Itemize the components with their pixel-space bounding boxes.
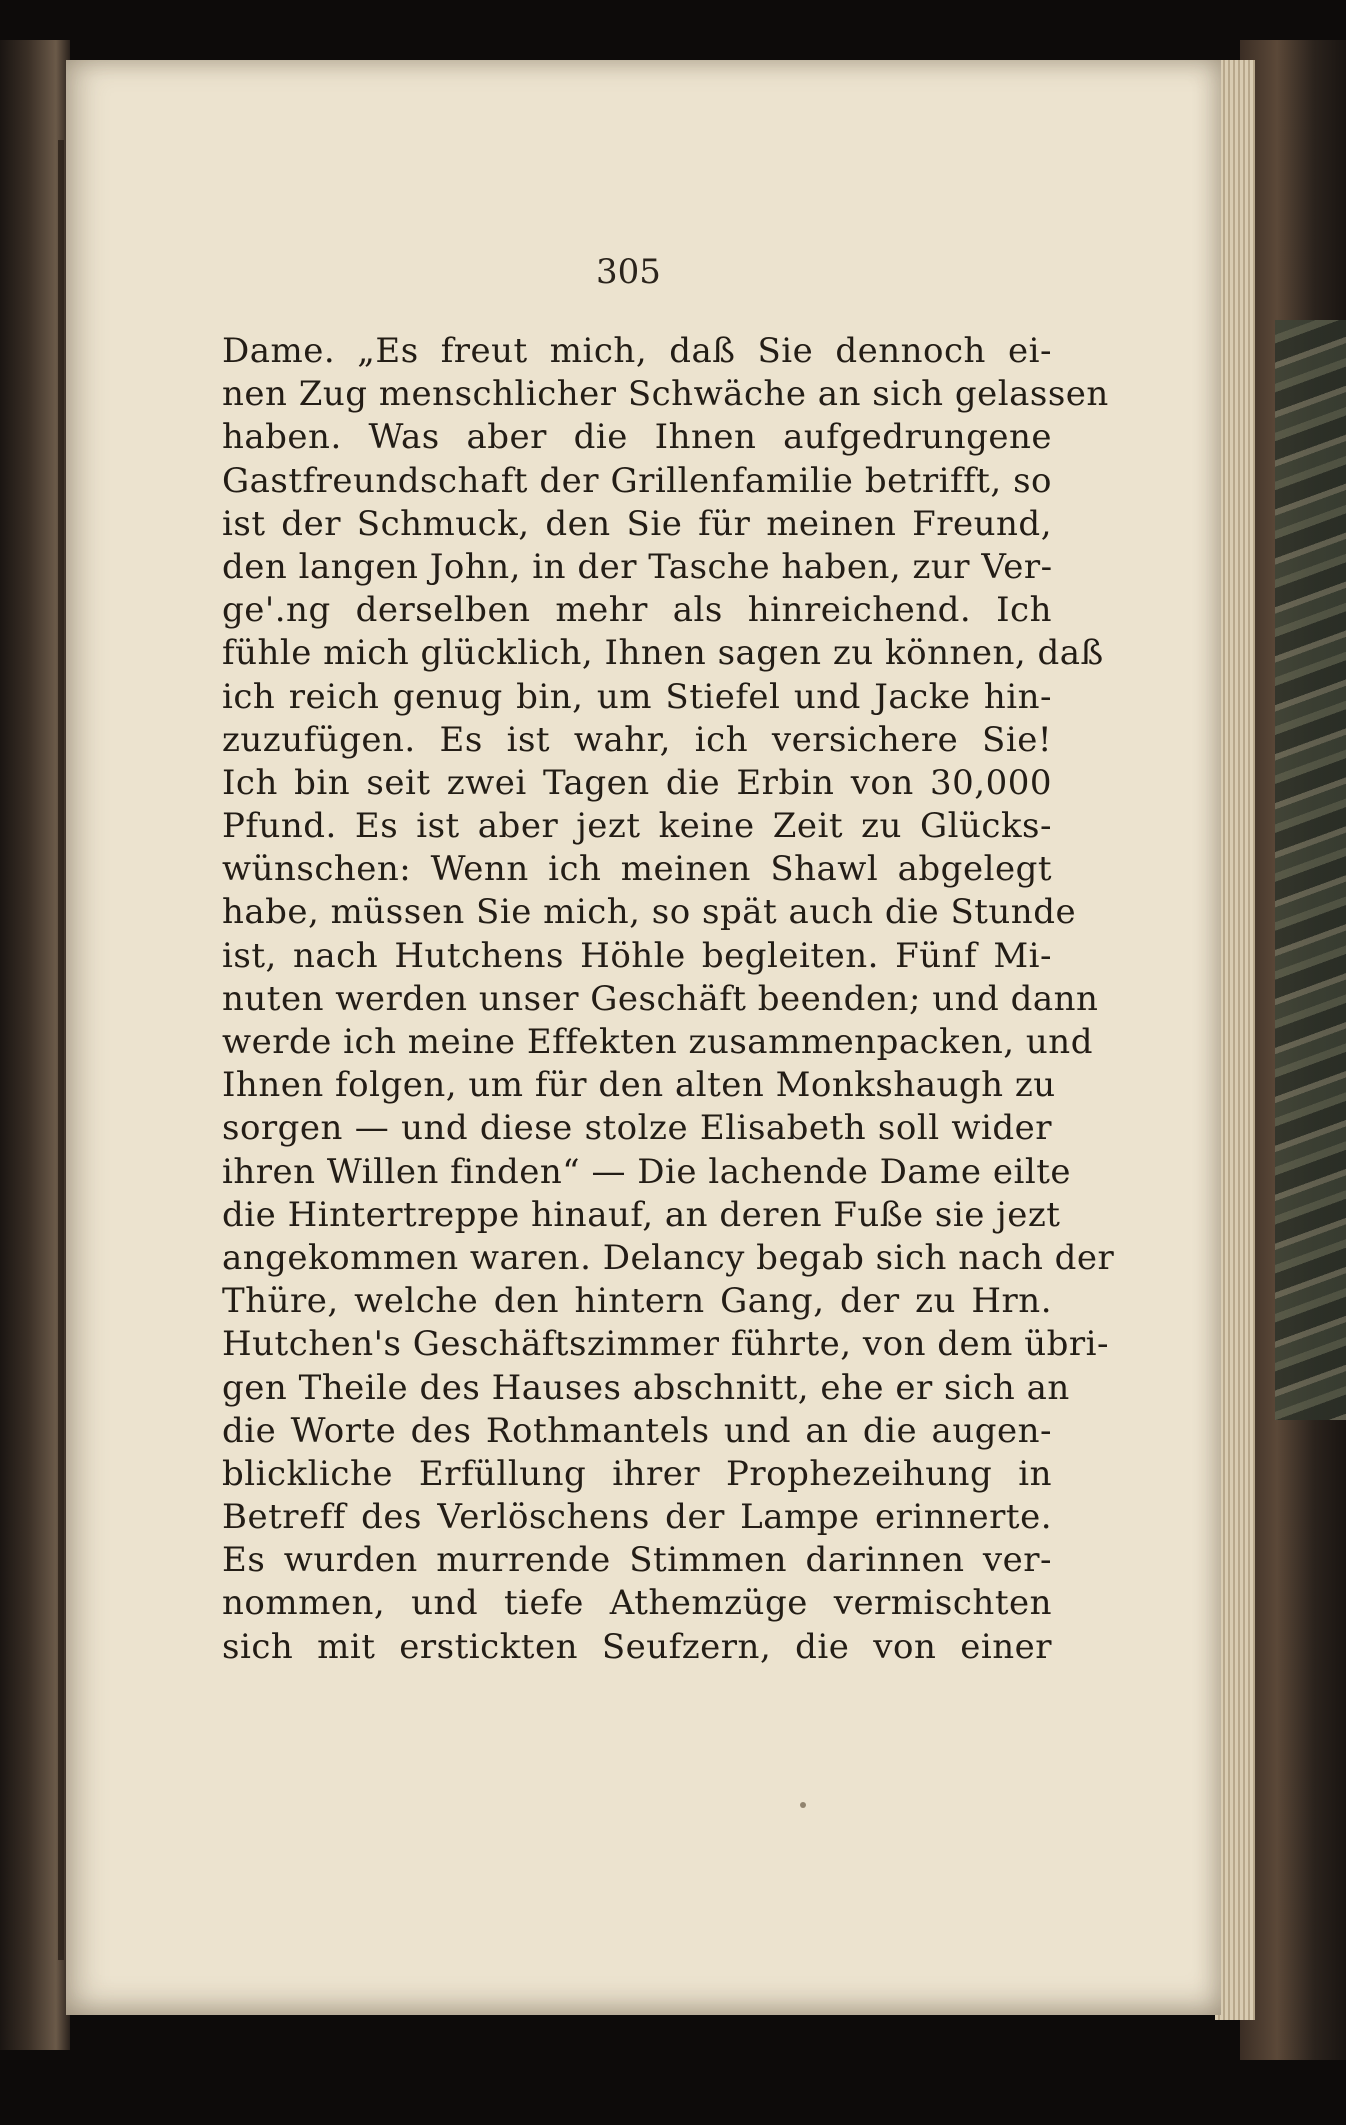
text-line: Pfund. Es ist aber jezt keine Zeit zu Glücks- (222, 806, 1052, 847)
text-line: ist, nach Hutchens Höhle begleiten. Fünf Mi- (222, 935, 1052, 976)
marbled-cover (1275, 320, 1346, 1420)
text-line: sorgen — und diese stolze Elisabeth soll wider (222, 1108, 1052, 1149)
text-line: blickliche Erfüllung ihrer Prophezeihung in (222, 1453, 1052, 1494)
text-line: nuten werden unser Geschäft beenden; und dann (222, 978, 1099, 1019)
text-line: die Worte des Rothmantels und an die augen- (222, 1410, 1052, 1451)
text-line: Ihnen folgen, um für den alten Monkshaugh zu (222, 1065, 1056, 1106)
text-line: ist der Schmuck, den Sie für meinen Freund, (222, 503, 1052, 544)
text-line: haben. Was aber die Ihnen aufgedrungene (222, 417, 1052, 458)
text-line: Dame. „Es freut mich, daß Sie dennoch ei- (222, 331, 1052, 371)
text-line: Es wurden murrende Stimmen darinnen ver- (222, 1540, 1052, 1581)
text-line: den langen John, in der Tasche haben, zur Ver- (222, 546, 1053, 587)
text-line: Thüre, welche den hintern Gang, der zu Hrn. (222, 1281, 1052, 1322)
text-line: ich reich genug bin, um Stiefel und Jacke hin- (222, 676, 1052, 717)
text-line: Ich bin seit zwei Tagen die Erbin von 30,000 (222, 762, 1052, 803)
text-line: fühle mich glücklich, Ihnen sagen zu können, daß (222, 633, 1104, 674)
text-line: nen Zug menschlicher Schwäche an sich gelassen (222, 374, 1109, 415)
text-line: nommen, und tiefe Athemzüge vermischten (222, 1583, 1052, 1624)
text-line: werde ich meine Effekten zusammenpacken, und (222, 1022, 1093, 1062)
text-line: Gastfreundschaft der Grillenfamilie betrifft, so (222, 460, 1052, 501)
text-line: sich mit erstickten Seufzern, die von einer (222, 1626, 1052, 1667)
text-line: zuzufügen. Es ist wahr, ich versichere Sie! (222, 719, 1052, 760)
text-line: angekommen waren. Delancy begab sich nach der (222, 1237, 1115, 1278)
text-line: habe, müssen Sie mich, so spät auch die Stunde (222, 892, 1077, 933)
text-line: wünschen: Wenn ich meinen Shawl abgelegt (222, 849, 1052, 890)
paper-fleck (800, 1802, 806, 1808)
body-text (222, 330, 1115, 1669)
text-line: ihren Willen finden“ — Die lachende Dame eilte (222, 1151, 1071, 1192)
text-line: gen Theile des Hauses abschnitt, ehe er sich an (222, 1367, 1070, 1408)
text-line: ge'.ng derselben mehr als hinreichend. Ich (222, 590, 1052, 631)
text-line: die Hintertreppe hinauf, an deren Fuße sie jezt (222, 1194, 1061, 1235)
page-number: 305 (596, 252, 661, 292)
page-stack-edge (1215, 60, 1255, 2020)
text-line: Hutchen's Geschäftszimmer führte, von dem übri- (222, 1324, 1109, 1365)
text-line: Betreff des Verlöschens der Lampe erinnerte. (222, 1497, 1052, 1538)
binding-shadow (58, 140, 64, 1960)
